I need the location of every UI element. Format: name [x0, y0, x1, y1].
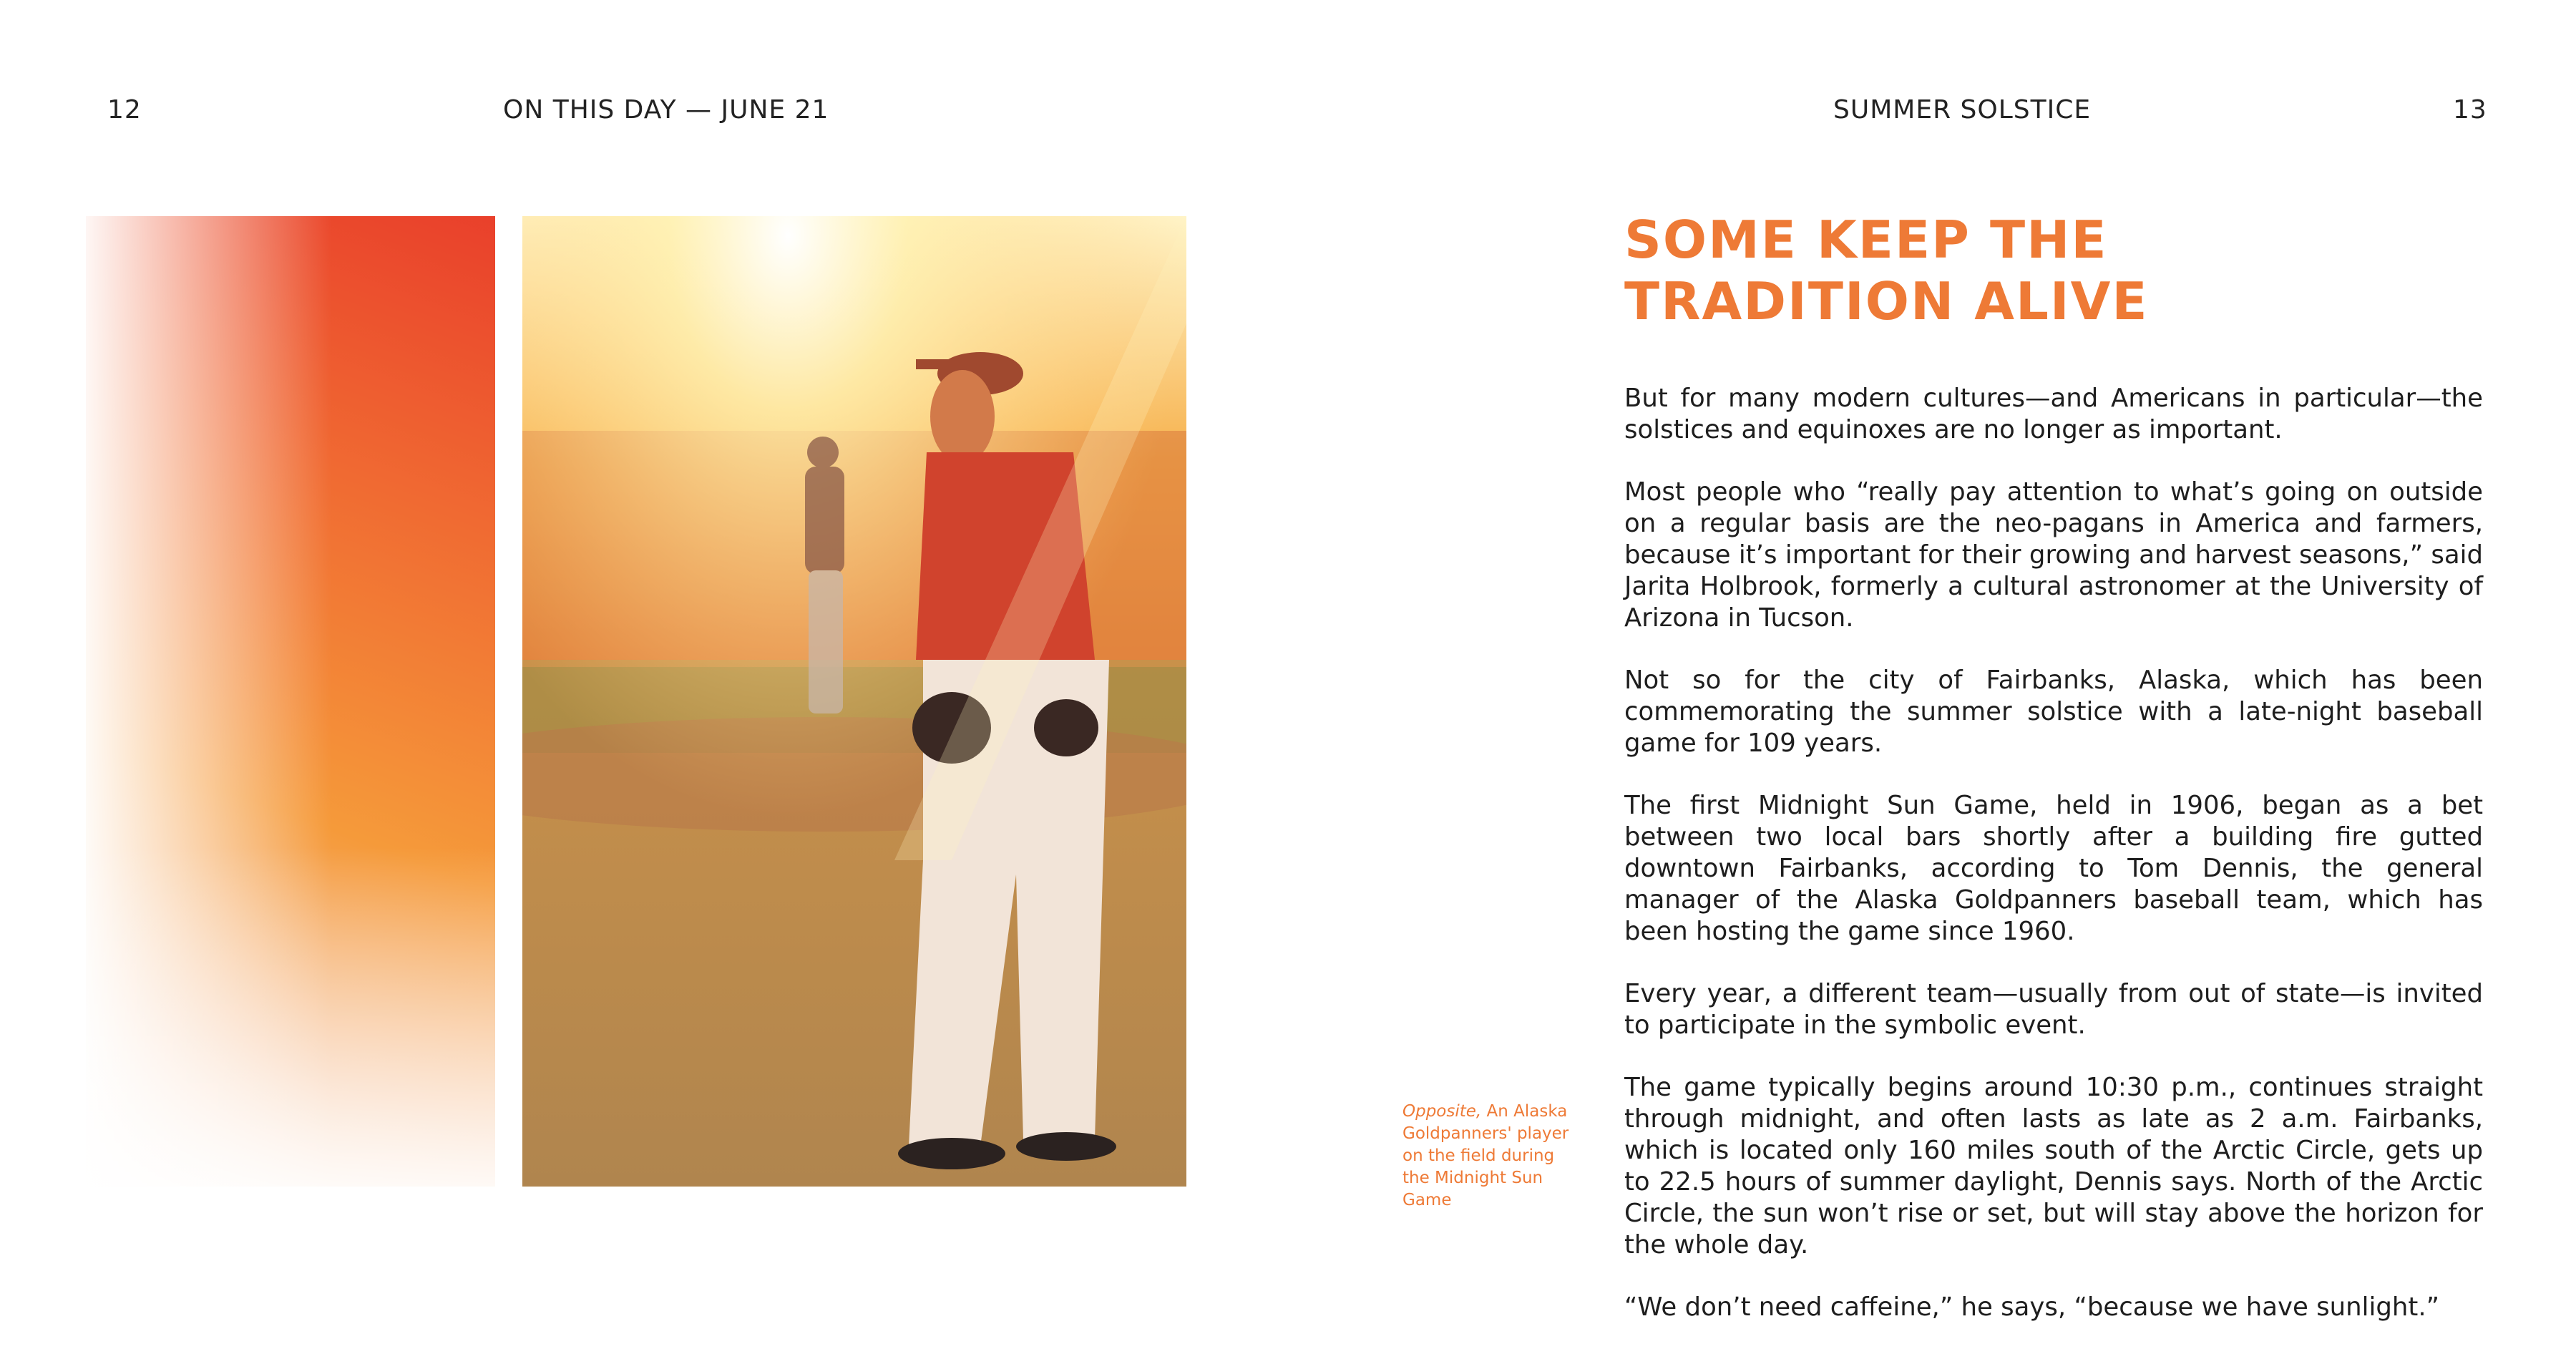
paragraph-2: Most people who “really pay attention to what’s going on outside on a regular basis are the neo-pagans in America and farmers, because it’s important for their growing and harvest seasons,” said Jarita Holbrook, formerly a cultural astronomer at the University of Arizona in Tucson. — [1624, 477, 2483, 633]
article-headline — [1624, 209, 2483, 332]
running-title-left: ON THIS DAY — JUNE 21 — [503, 95, 829, 125]
page-number-right: 13 — [2453, 95, 2487, 125]
headline-line-2: TRADITION ALIVE — [1624, 271, 2149, 331]
gradient-panel — [86, 216, 495, 1187]
photo-caption — [1402, 1101, 1581, 1212]
paragraph-3: Not so for the city of Fairbanks, Alaska, which has been commemorating the summer solstice with a late-night baseball game for 109 years. — [1624, 666, 2483, 758]
paragraph-4: The first Midnight Sun Game, held in 1906, began as a bet between two local bars shortly after a building fire gutted downtown Fairbanks, according to Tom Dennis, the general manager of the Alaska Goldpanners baseball team, which has been hosting the game since 1960. — [1624, 791, 2483, 946]
caption-text: An Alaska Goldpanners' player on the field during the Midnight Sun Game — [1402, 1102, 1569, 1209]
page-number-left: 12 — [107, 95, 142, 125]
paragraph-1: But for many modern cultures—and Americans in particular—the solstices and equinoxes are no longer as important. — [1624, 384, 2483, 444]
article-body — [1624, 383, 2483, 1354]
baseball-player-photo — [522, 216, 1186, 1187]
headline-line-1: SOME KEEP THE — [1624, 210, 2108, 270]
paragraph-5: Every year, a different team—usually from out of state—is invited to participate in the symbolic event. — [1624, 979, 2483, 1040]
paragraph-7: “We don’t need caffeine,” he says, “because we have sunlight.” — [1624, 1292, 2440, 1322]
running-title-right: SUMMER SOLSTICE — [1833, 95, 2092, 125]
caption-label: Opposite, — [1402, 1102, 1482, 1121]
paragraph-6: The game typically begins around 10:30 p.m., continues straight through midnight, and often lasts as late as 2 a.m. Fairbanks, which is located only 160 miles south of the Arctic Circle, gets up to 22.5 hours of summer daylight, Dennis says. North of the Arctic Circle, the sun won’t rise or set, but will stay above the horizon for the whole day. — [1624, 1073, 2483, 1260]
